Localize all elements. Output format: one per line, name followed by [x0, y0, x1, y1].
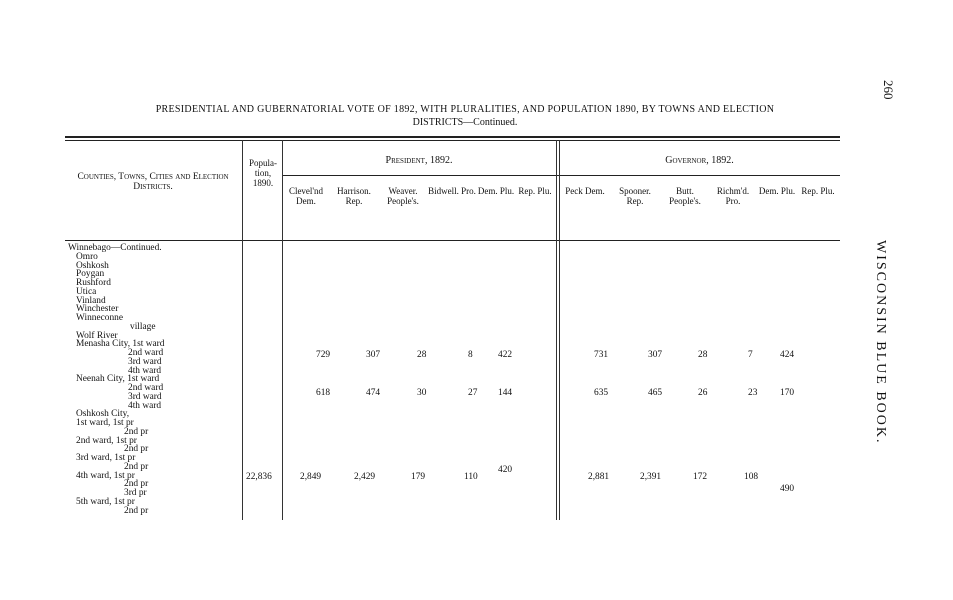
row-label: Oshkosh City, [76, 409, 130, 420]
neenah-butt: 26 [698, 388, 708, 398]
col-head: Dem. Plu. [758, 186, 796, 196]
menasha-richmond: 7 [748, 350, 753, 360]
neenah-weaver: 30 [417, 388, 427, 398]
row-label: Winchester [76, 304, 119, 315]
oshkosh-bidwell: 110 [464, 472, 478, 482]
top-rule-thin [65, 140, 840, 141]
row-label: Omro [76, 251, 98, 262]
menasha-spooner: 307 [648, 350, 663, 360]
col-divider [556, 140, 557, 520]
menasha-dem-plu: 422 [498, 350, 513, 360]
col-head: Butt. People's. [669, 186, 701, 206]
row-label: 3rd pr [124, 488, 147, 498]
col-divider [559, 140, 560, 520]
neenah-spooner: 465 [648, 388, 663, 398]
header-governor: Governor, 1892. [665, 155, 734, 166]
row-label: Oshkosh [76, 260, 109, 271]
neenah-gov-dem-plu: 170 [780, 388, 795, 398]
row-label: Winneconne [76, 313, 123, 323]
row-label: Rushford [76, 278, 111, 288]
oshkosh-richmond: 108 [744, 472, 759, 482]
top-rule [65, 136, 840, 138]
row-label: 2nd ward, 1st pr [76, 435, 137, 446]
neenah-cleveland: 618 [316, 388, 331, 398]
row-label: Neenah City, 1st ward [76, 374, 160, 385]
row-label: 5th ward, 1st pr [76, 496, 135, 507]
menasha-gov-dem-plu: 424 [780, 350, 795, 360]
row-label: 2nd pr [124, 426, 149, 437]
oshkosh-dem-plu: 420 [498, 465, 513, 475]
page-number: 260 [881, 80, 896, 100]
row-label: 3rd ward [128, 356, 162, 367]
menasha-butt: 28 [698, 350, 708, 360]
col-head: Spooner. Rep. [619, 186, 651, 206]
header-districts: Counties, Towns, Cities and Election Districts. [77, 172, 229, 192]
menasha-weaver: 28 [417, 350, 427, 360]
col-head: Richm'd. Pro. [716, 186, 750, 206]
row-label: 4th ward [128, 365, 162, 376]
menasha-cleveland: 729 [316, 350, 331, 360]
row-label: Wolf River [76, 330, 118, 341]
col-divider [242, 140, 243, 520]
row-label: Winnebago—Continued. [68, 243, 162, 253]
col-head: Rep. Plu. [518, 186, 552, 196]
neenah-dem-plu: 144 [498, 388, 513, 398]
col-head: Rep. Plu. [801, 186, 835, 196]
row-label: Menasha City, 1st ward [76, 339, 165, 350]
col-head: Harrison. Rep. [337, 186, 371, 206]
col-head: Bidwell. Pro. [428, 186, 476, 196]
oshkosh-weaver: 179 [411, 472, 426, 482]
header-population: Popula-tion, 1890. [249, 158, 277, 188]
row-label: Poygan [76, 269, 105, 280]
oshkosh-spooner: 2,391 [640, 472, 662, 482]
oshkosh-butt: 172 [693, 472, 708, 482]
neenah-peck: 635 [594, 388, 609, 398]
row-label: Utica [76, 286, 97, 297]
neenah-bidwell: 27 [468, 388, 478, 398]
row-label: 3rd ward, 1st pr [76, 453, 136, 463]
header-president: President, 1892. [385, 155, 453, 166]
row-label: 2nd pr [124, 461, 149, 472]
col-head: Peck Dem. [565, 186, 605, 196]
col-head: Weaver. People's. [387, 186, 419, 206]
row-label: 2nd pr [124, 479, 149, 490]
header-bottom-rule [65, 240, 840, 241]
oshkosh-harrison: 2,429 [354, 472, 376, 482]
oshkosh-peck: 2,881 [588, 472, 610, 482]
col-head: Dem. Plu. [477, 186, 515, 196]
menasha-bidwell: 8 [468, 350, 473, 360]
row-label: village [130, 321, 156, 332]
neenah-harrison: 474 [366, 388, 381, 398]
oshkosh-cleveland: 2,849 [300, 472, 322, 482]
row-label: Vinland [76, 295, 106, 306]
row-label: 2nd pr [124, 444, 149, 455]
col-head: Clevel'nd Dem. [288, 186, 324, 206]
row-label: 3rd ward [128, 391, 162, 402]
row-label: 2nd pr [124, 505, 149, 516]
row-label: 1st ward, 1st pr [76, 418, 134, 428]
table-title: PRESIDENTIAL AND GUBERNATORIAL VOTE OF 1892, WITH PLURALITIES, AND POPULATION 1890, BY TOWNS AND ELECTION [155, 104, 775, 115]
oshkosh-gov-dem-plu: 490 [780, 484, 795, 494]
row-label: 2nd ward [128, 383, 164, 393]
row-label: 2nd ward [128, 348, 164, 358]
table-subtitle: DISTRICTS—Continued. [412, 117, 518, 128]
row-label: 4th ward [128, 400, 162, 411]
group-rule [282, 175, 840, 176]
neenah-richmond: 23 [748, 388, 758, 398]
menasha-peck: 731 [594, 350, 609, 360]
row-label: 4th ward, 1st pr [76, 470, 135, 481]
running-title: WISCONSIN BLUE BOOK. [873, 240, 888, 445]
menasha-harrison: 307 [366, 350, 381, 360]
oshkosh-population: 22,836 [246, 472, 272, 482]
